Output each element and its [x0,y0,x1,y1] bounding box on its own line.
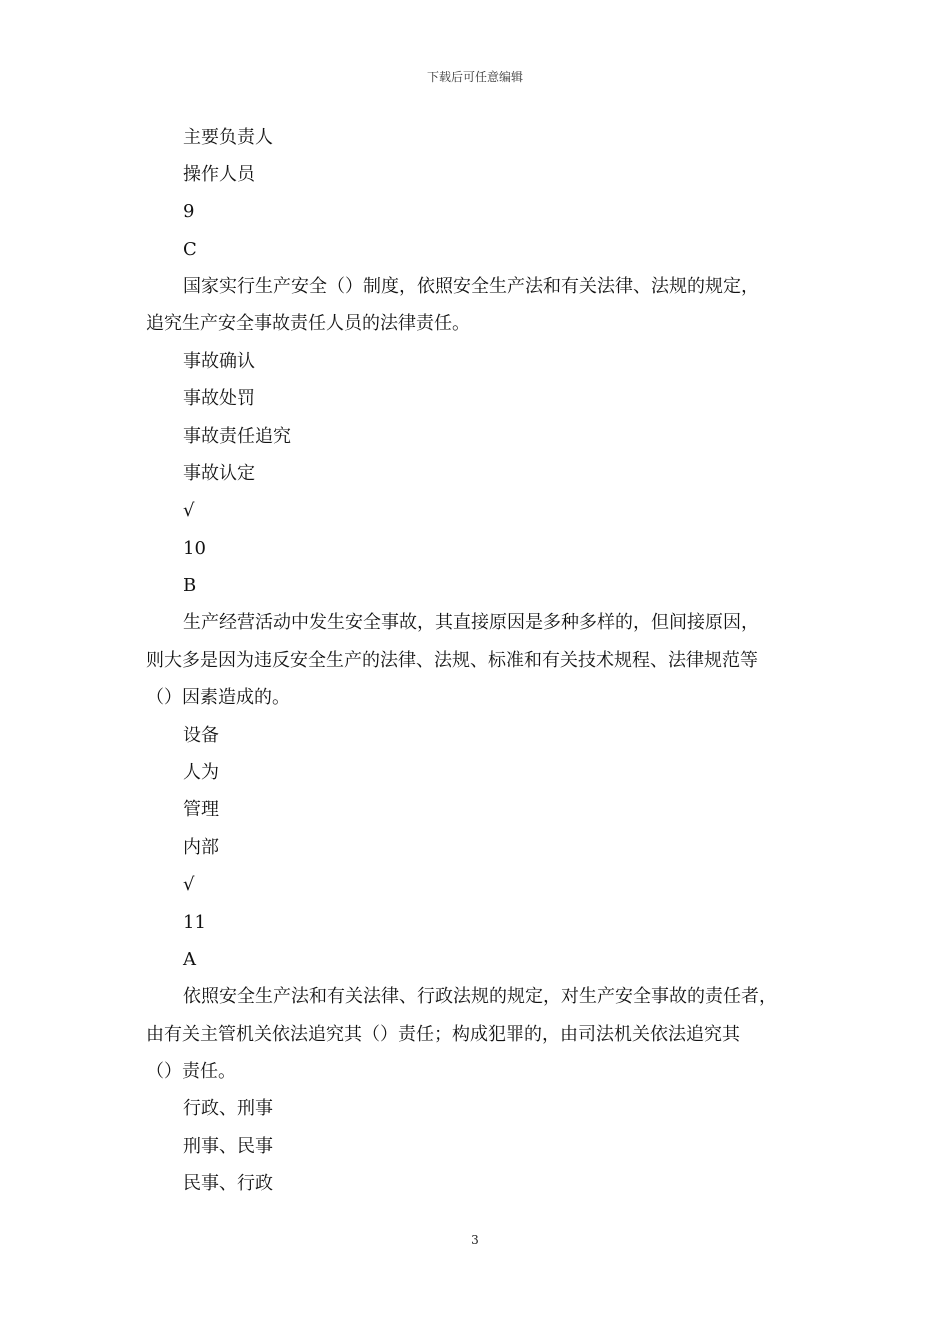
option-text: 民事、行政 [183,1173,273,1194]
question-text: 追究生产安全事故责任人员的法律责任。 [146,313,470,334]
page-number: 3 [471,1233,479,1247]
question-number: 10 [183,538,206,559]
question-text: （）因素造成的。 [146,687,290,708]
question-text: 国家实行生产安全（）制度，依照安全生产法和有关法律、法规的规定， [183,276,759,297]
option-text: 人为 [183,762,219,783]
option-text: 行政、刑事 [183,1098,273,1119]
text-line: 主要负责人 [183,127,273,148]
question-number: 11 [183,912,206,933]
option-text: 事故责任追究 [183,426,291,447]
check-mark: √ [183,874,195,895]
option-text: 管理 [183,799,219,820]
question-text: 依照安全生产法和有关法律、行政法规的规定，对生产安全事故的责任者， [183,986,777,1007]
question-text: 则大多是因为违反安全生产的法律、法规、标准和有关技术规程、法律规范等 [146,650,758,671]
option-text: 内部 [183,837,219,858]
option-text: 设备 [183,725,219,746]
question-text: （）责任。 [146,1061,236,1082]
question-text: 生产经营活动中发生安全事故，其直接原因是多种多样的，但间接原因， [183,612,759,633]
answer-letter: A [183,949,196,970]
page-header: 下载后可任意编辑 [426,70,523,84]
option-text: 事故认定 [183,463,255,484]
answer-letter: B [183,575,197,596]
text-line: 9 [183,201,195,222]
option-text: 刑事、民事 [183,1136,273,1157]
text-line: C [183,239,197,260]
option-text: 事故确认 [183,351,255,372]
check-mark: √ [183,500,195,521]
question-text: 由有关主管机关依法追究其（）责任；构成犯罪的，由司法机关依法追究其 [146,1024,740,1045]
option-text: 事故处罚 [183,388,255,409]
text-line: 操作人员 [183,164,255,185]
